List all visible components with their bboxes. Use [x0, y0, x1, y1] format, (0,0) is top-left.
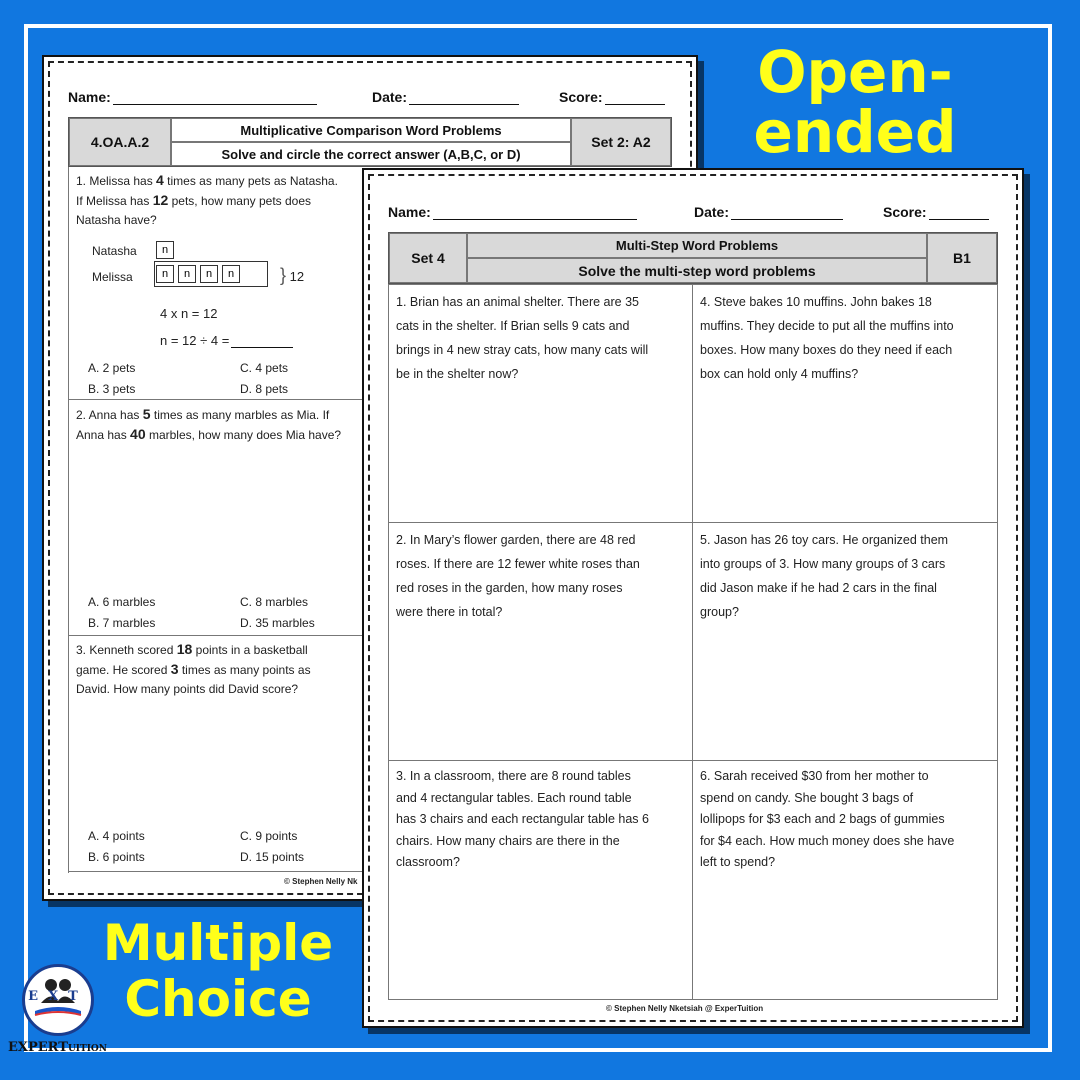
tape-box: n — [156, 265, 174, 283]
logo-wordmark: EXPERTUITION — [8, 1040, 107, 1055]
date-field: Date: — [372, 89, 519, 105]
tape-outline — [154, 261, 268, 287]
name-field: Name: — [68, 89, 317, 105]
question-2: 2. Anna has 5 times as many marbles as Mia. If Anna has 40 marbles, how many does Mia have? — [76, 406, 342, 442]
expertuition-logo — [8, 958, 110, 1062]
copyright: © Stephen Nelly Nketsiah @ ExperTuition — [606, 1004, 764, 1013]
tape-box: n — [156, 241, 174, 259]
choice-c: C. 8 marbles — [240, 595, 309, 609]
choice-b: B. 3 pets — [88, 382, 136, 396]
choice-b: B. 6 points — [88, 850, 145, 864]
problem-grid — [388, 284, 998, 1000]
set-label: Set 4 — [389, 233, 467, 283]
equation-2: n = 12 ÷ 4 = — [160, 332, 293, 348]
problem-2: 2. In Mary’s flower garden, there are 48 red roses. If there are 12 fewer white roses than red roses in the garden, how many roses were there in total? — [396, 533, 640, 619]
equation-1: 4 x n = 12 — [160, 306, 218, 321]
question-3: 3. Kenneth scored 18 points in a basketball game. He scored 3 times as many points as David. How many points did David score? — [76, 641, 311, 696]
problem-6: 6. Sarah received $30 from her mother to spend on candy. She bought 3 bags of lollipops for $3 each and 2 bags of gummies for $4 each. How much money does she have left to spend? — [700, 769, 955, 869]
choice-a: A. 6 marbles — [88, 595, 156, 609]
front-header-table — [388, 232, 998, 284]
worksheet-instruction: Solve and circle the correct answer (A,B,C, or D) — [171, 142, 571, 166]
open-ended-worksheet — [362, 168, 1024, 1028]
choice-c: C. 9 points — [240, 829, 298, 843]
standard-code: 4.OA.A.2 — [69, 118, 171, 166]
choice-a: A. 2 pets — [88, 361, 136, 375]
back-header-table — [68, 117, 672, 167]
tape-box: n — [200, 265, 218, 283]
problem-5: 5. Jason has 26 toy cars. He organized them into groups of 3. How many groups of 3 cars did Jason make if he had 2 cars in the final group? — [700, 533, 949, 619]
choice-d: D. 35 marbles — [240, 616, 315, 630]
worksheet-instruction: Solve the multi-step word problems — [467, 258, 927, 283]
problem-3: 3. In a classroom, there are 8 round tables and 4 rectangular tables. Each round table has 3 chairs and each rectangular table has 6 chairs. How many chairs are there in the classroom? — [396, 769, 649, 869]
problem-1: 1. Brian has an animal shelter. There are 35 cats in the shelter. If Brian sells 9 cats and brings in 4 new stray cats, how many cats will be in the shelter now? — [396, 295, 649, 381]
tape-box: n — [178, 265, 196, 283]
worksheet-title: Multi-Step Word Problems — [467, 233, 927, 258]
score-field: Score: — [559, 89, 665, 105]
logo-letters: EXT — [28, 989, 88, 1004]
tape-label-melissa: Melissa — [92, 270, 133, 284]
set-code: B1 — [927, 233, 997, 283]
score-field: Score: — [883, 204, 989, 220]
problem-4: 4. Steve bakes 10 muffins. John bakes 18 muffins. They decide to put all the muffins into boxes. How many boxes do they need if each box can hold only 4 muffins? — [700, 295, 954, 381]
name-field: Name: — [388, 204, 637, 220]
choice-c: C. 4 pets — [240, 361, 289, 375]
question-1: 1. Melissa has 4 times as many pets as Natasha. If Melissa has 12 pets, how many pets does Natasha have? — [76, 172, 338, 227]
worksheet-title: Multiplicative Comparison Word Problems — [171, 118, 571, 142]
tape-label-natasha: Natasha — [92, 244, 137, 258]
set-label: Set 2: A2 — [571, 118, 671, 166]
brace-total: } 12 — [280, 265, 305, 285]
date-field: Date: — [694, 204, 843, 220]
choice-d: D. 15 points — [240, 850, 305, 864]
multiple-choice-label: Multiple Choice — [102, 914, 334, 1028]
choice-b: B. 7 marbles — [88, 616, 156, 630]
choice-a: A. 4 points — [88, 829, 145, 843]
copyright: © Stephen Nelly Nk — [284, 877, 358, 886]
open-ended-label: Open-ended — [753, 38, 957, 166]
tape-box: n — [222, 265, 240, 283]
logo-badge — [22, 964, 94, 1036]
choice-d: D. 8 pets — [240, 382, 289, 396]
